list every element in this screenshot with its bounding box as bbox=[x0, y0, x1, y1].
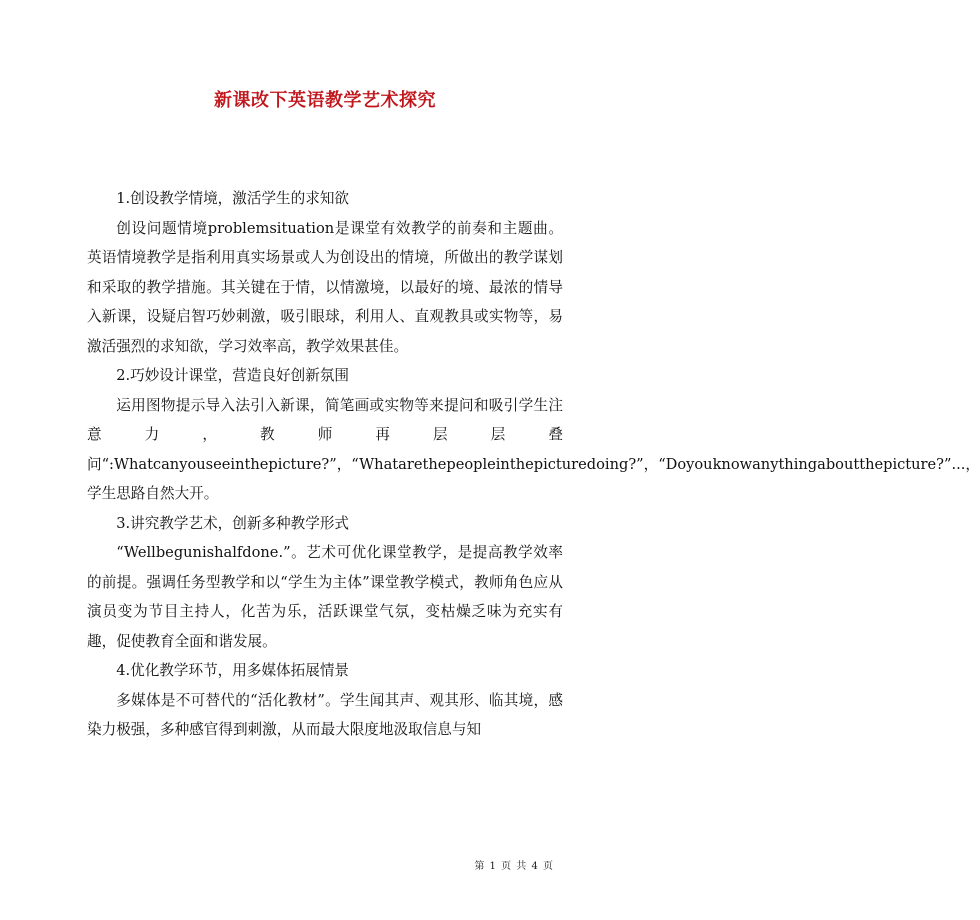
section-heading-1: 1.创设教学情境，激活学生的求知欲 bbox=[116, 190, 350, 207]
section-heading-2: 2.巧妙设计课堂，营造良好创新氛围 bbox=[116, 367, 350, 384]
page-number: 第 1 页 共 4 页 bbox=[474, 861, 554, 872]
document-body bbox=[87, 184, 980, 745]
paragraph-1: 创设问题情境problemsituation是课堂有效教学的前奏和主题曲。英语情境教学是指利用真实场景或人为创设出的情境，所做出的教学谋划和采取的教学措施。其关键在于情，以情激境，以最好的境、最浓的情导入新课，设疑启智巧妙刺激，吸引眼球，利用人、直观教具或实物等，易激活强烈的求知欲，学习效率高，教学效果甚佳。 bbox=[87, 219, 563, 355]
paragraph-2: 运用图物提示导入法引入新课，简笔画或实物等来提问和吸引学生注意力，教师再层层叠问“:Whatcanyouseeinthepicture?”，“Whatarethepeopleinthepicturedoing?”，“Doyouknowanythingaboutthepicture?”...，学生思路自然大开。 bbox=[87, 396, 980, 502]
section-heading-4: 4.优化教学环节，用多媒体拓展情景 bbox=[116, 662, 350, 679]
section-heading-3: 3.讲究教学艺术，创新多种教学形式 bbox=[116, 514, 350, 532]
paragraph-3: “Wellbegunishalfdone.”。艺术可优化课堂教学，是提高教学效率的前提。强调任务型教学和以“学生为主体”课堂教学模式，教师角色应从演员变为节目主持人，化苦为乐，活跃课堂气氛，变枯燥乏味为充实有趣，促使教育全面和谐发展。 bbox=[87, 544, 563, 650]
document-title: 新课改下英语教学艺术探究 bbox=[214, 90, 436, 111]
paragraph-4: 多媒体是不可替代的“活化教材”。学生闻其声、观其形、临其境，感染力极强，多种感官得到刺激，从而最大限度地汲取信息与知 bbox=[87, 691, 563, 738]
